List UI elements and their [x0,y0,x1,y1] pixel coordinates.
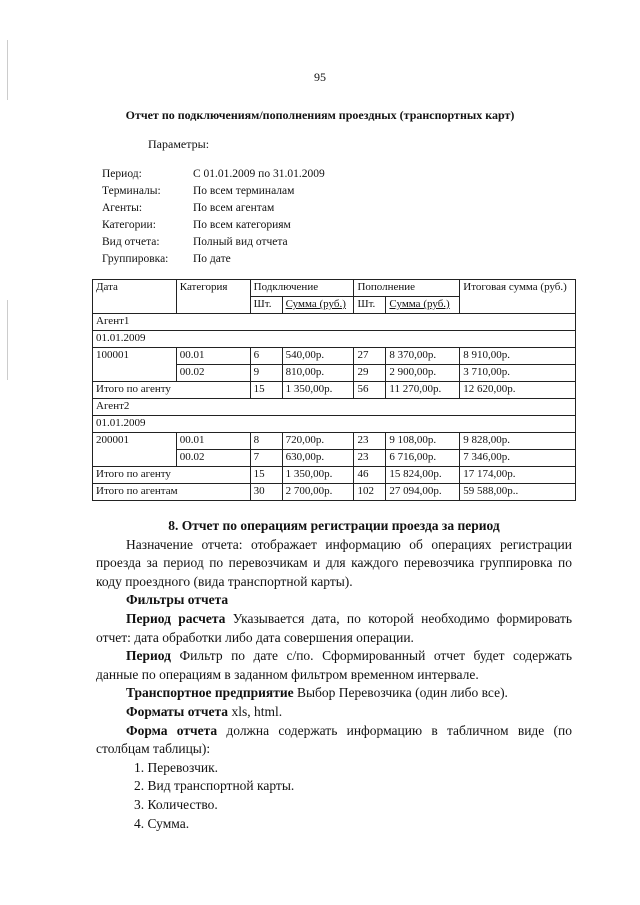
param-value: По дате [193,253,231,265]
cell-sum: 15 824,00р. [386,467,460,484]
subtotal-label: Итого по агенту [93,467,251,484]
cell-sum: 2 900,00р. [386,365,460,382]
cell-sum: 1 350,00р. [282,382,354,399]
cell-total: 9 828,00р. [460,433,576,450]
section-heading: 8. Отчет по операциям регистрации проезда за период [168,518,500,533]
section-8 [96,517,572,833]
terminal-code: 100001 [93,348,177,382]
param-key: Период: [102,168,142,180]
cell-pcs: 56 [354,382,386,399]
params-list [102,168,325,270]
cell-total: 12 620,00р. [460,382,576,399]
param-value: С 01.01.2009 по 31.01.2009 [193,168,325,180]
cell-pcs: 30 [250,484,282,501]
agent-name: Агент1 [93,314,576,331]
header-pcs: Шт. [250,297,282,314]
cell-pcs: 8 [250,433,282,450]
transport-paragraph [96,684,572,703]
cell-sum: 630,00р. [282,450,354,467]
margin-mark [7,300,8,380]
transport-label: Транспортное предприятие [126,685,294,701]
param-key: Агенты: [102,202,143,214]
list-item: 3. Количество. [134,796,218,812]
agent-row [93,399,576,416]
date-row [93,416,576,433]
page-number: 95 [314,70,326,84]
header-date: Дата [93,280,177,314]
grand-total-label: Итого по агентам [93,484,251,501]
header-sum: Сумма (руб.) [386,297,460,314]
list-item: 1. Перевозчик. [134,759,219,775]
cell-pcs: 15 [250,382,282,399]
cell-pcs: 23 [354,450,386,467]
cell-total: 17 174,00р. [460,467,576,484]
period-label: Период [126,648,171,664]
table-row [93,348,576,365]
cell-pcs: 102 [354,484,386,501]
param-row [102,185,325,202]
cell-sum: 6 716,00р. [386,450,460,467]
cell-total: 59 588,00р.. [460,484,576,501]
cell-pcs: 6 [250,348,282,365]
terminal-code: 200001 [93,433,177,467]
cell-sum: 2 700,00р. [282,484,354,501]
param-value: По всем терминалам [193,185,295,197]
param-row [102,219,325,236]
param-key: Группировка: [102,253,169,265]
group-date: 01.01.2009 [93,331,576,348]
subtotal-row [93,467,576,484]
cell-total: 7 346,00р. [460,450,576,467]
cell-sum: 540,00р. [282,348,354,365]
param-key: Вид отчета: [102,236,160,248]
cell-total: 8 910,00р. [460,348,576,365]
cell-sum: 11 270,00р. [386,382,460,399]
cell-sum: 720,00р. [282,433,354,450]
header-topup: Пополнение [354,280,460,297]
list-item: 2. Вид транспортной карты. [134,778,295,794]
group-date: 01.01.2009 [93,416,576,433]
cell-category: 00.01 [176,348,250,365]
filters-title: Фильтры отчета [126,592,229,608]
report-table [92,279,576,501]
cell-category: 00.02 [176,450,250,467]
header-total: Итоговая сумма (руб.) [460,280,576,314]
param-row [102,202,325,219]
param-key: Категории: [102,219,156,231]
cell-sum: 27 094,00р. [386,484,460,501]
header-sum: Сумма (руб.) [282,297,354,314]
cell-pcs: 15 [250,467,282,484]
header-pcs: Шт. [354,297,386,314]
cell-pcs: 46 [354,467,386,484]
param-row [102,236,325,253]
transport-text: Выбор Перевозчика (один либо все). [293,685,508,701]
form-label: Форма отчета [126,722,218,738]
agent-row [93,314,576,331]
cell-pcs: 29 [354,365,386,382]
cell-sum: 1 350,00р. [282,467,354,484]
list-item: 4. Сумма. [134,815,190,831]
subtotal-row [93,382,576,399]
formats-label: Форматы отчета [126,703,229,719]
cell-pcs: 7 [250,450,282,467]
cell-category: 00.01 [176,433,250,450]
cell-sum: 9 108,00р. [386,433,460,450]
date-row [93,331,576,348]
formats-text: xls, html. [228,703,283,719]
calc-period-paragraph [96,610,572,647]
report-title: Отчет по подключениям/пополнениям проездных (транспортных карт) [125,108,515,122]
param-key: Терминалы: [102,185,161,197]
calc-period-label: Период расчета [126,610,226,626]
cell-category: 00.02 [176,365,250,382]
param-row [102,168,325,185]
period-paragraph [96,647,572,684]
formats-paragraph [96,703,572,722]
header-connect: Подключение [250,280,354,297]
subtotal-label: Итого по агенту [93,382,251,399]
param-value: По всем агентам [193,202,275,214]
params-label: Параметры: [148,137,210,151]
param-value: По всем категориям [193,219,291,231]
purpose-paragraph: Назначение отчета: отображает информацию об операциях регистрации проезда за период по перевозчикам и для каждого перевозчика группировка по коду проездного (вида транспортной карты). [96,536,572,589]
table-header-row [93,280,576,297]
agent-name: Агент2 [93,399,576,416]
param-value: Полный вид отчета [193,236,288,248]
param-row [102,253,325,270]
calc-period-text: Указывается дата, по которой необходимо формировать отчет: дата обработки либо дата совершения операции. [96,610,573,645]
cell-pcs: 9 [250,365,282,382]
table-row [93,433,576,450]
cell-sum: 8 370,00р. [386,348,460,365]
cell-pcs: 23 [354,433,386,450]
header-category: Категория [176,280,250,314]
period-text: Фильтр по дате с/по. Сформированный отчет будет содержать данные по операциям в заданном фильтром временном интервале. [96,648,572,682]
form-paragraph [96,722,572,759]
cell-total: 3 710,00р. [460,365,576,382]
columns-list [96,759,572,833]
cell-pcs: 27 [354,348,386,365]
form-text: должна содержать информацию в табличном виде (по столбцам таблицы): [96,722,573,757]
grand-total-row [93,484,576,501]
cell-sum: 810,00р. [282,365,354,382]
